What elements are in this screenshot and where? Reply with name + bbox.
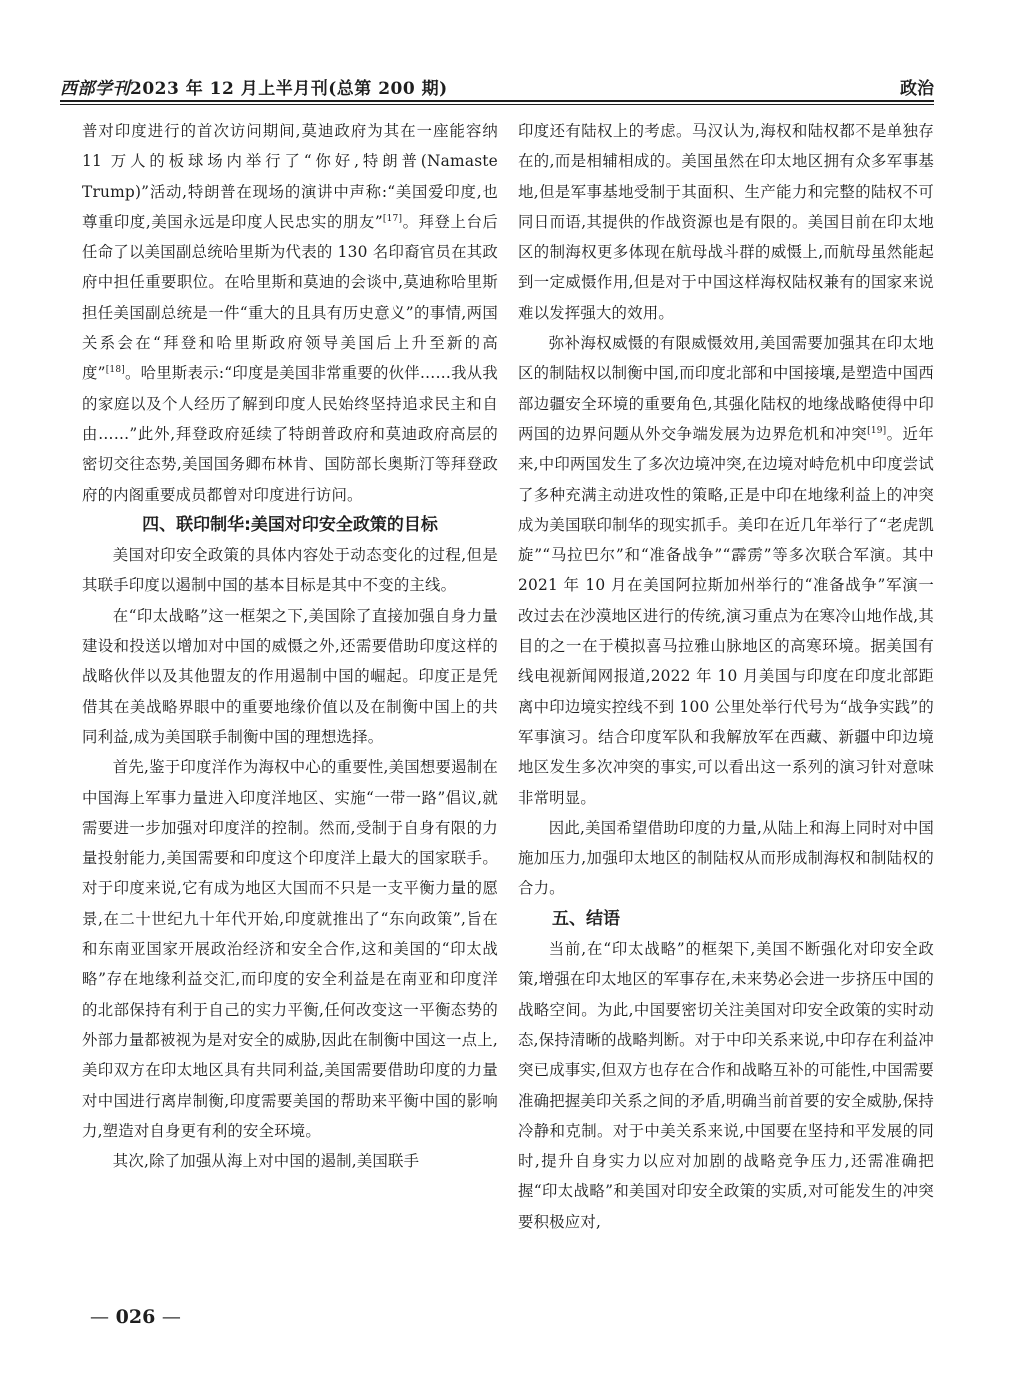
citation: [19] [867,425,887,436]
page-number: 026 [115,1306,156,1328]
paragraph [82,116,498,510]
issue-info: 2023 年 12 月上半月刊(总第 200 期) [130,79,448,99]
citation: [17] [382,213,403,224]
page-footer [90,1306,181,1328]
journal-logo: 西部学刊 [60,79,130,99]
section-label: 政治 [900,79,934,99]
journal-title [60,74,448,99]
citation: [18] [105,365,125,376]
header-rule-thick [60,100,934,102]
paragraph-text: 。拜登上台后任命了以美国副总统哈里斯为代表的 130 名印裔官员在其政府中担任重要职位。在哈里斯和莫迪的会谈中,莫迪称哈里斯担任美国副总统是一件“重大的且具有历史意义”的事情,两国关系会在“拜登和哈里斯政府领导美国后上升至新的高度” [82,212,498,383]
paragraph-text: 普对印度进行的首次访问期间,莫迪政府为其在一座能容纳 11 万人的板球场内举行了“你好,特朗普(Namaste Trump)”活动,特朗普在现场的演讲中声称:“美国爱印度,也尊重印度,美国永远是印度人民忠实的朋友” [82,122,498,231]
paragraph: 在“印太战略”这一框架之下,美国除了直接加强自身力量建设和投送以增加对中国的威慑之外,还需要借助印度这样的战略伙伴以及其他盟友的作用遏制中国的崛起。印度正是凭借其在美战略界眼中的重要地缘价值以及在制衡中国上的共同利益,成为美国联手制衡中国的理想选择。 [82,606,498,746]
footer-dash-left: — [90,1306,109,1328]
paragraph: 其次,除了加强从海上对中国的遏制,美国联手 [112,1152,420,1171]
header-rule-thin [60,104,934,105]
paragraph: 因此,美国希望借助印度的力量,从陆上和海上同时对中国施加压力,加强印太地区的制陆权从而形成制海权和制陆权的合力。 [518,818,934,898]
paragraph: 美国对印安全政策的具体内容处于动态变化的过程,但是其联手印度以遏制中国的基本目标是其中不变的主线。 [82,546,498,595]
paragraph: 印度还有陆权上的考虑。马汉认为,海权和陆权都不是单独存在的,而是相辅相成的。美国虽然在印太地区拥有众多军事基地,但是军事基地受制于其面积、生产能力和完整的陆权不可同日而语,其提供的作战资源也是有限的。美国目前在印太地区的制海权更多体现在航母战斗群的威慑上,而航母虽然能起到一定威慑作用,但是对于中国这样海权陆权兼有的国家来说难以发挥强大的效用。 [518,122,934,322]
section-heading-5: 五、结语 [552,908,620,929]
right-column [518,116,934,1320]
left-column [82,116,498,1320]
paragraph: 首先,鉴于印度洋作为海权中心的重要性,美国想要遏制在中国海上军事力量进入印度洋地区、实施“一带一路”倡议,就需要进一步加强对印度洋的控制。然而,受制于自身有限的力量投射能力,美国需要和印度这个印度洋上最大的国家联手。对于印度来说,它有成为地区大国而不只是一支平衡力量的愿景,在二十世纪九十年代开始,印度就推出了“东向政策”,旨在和东南亚国家开展政治经济和安全合作,这和美国的“印太战略”存在地缘利益交汇,而印度的安全利益是在南亚和印度洋的北部保持有利于自己的实力平衡,任何改变这一平衡态势的外部力量都被视为是对安全的威胁,因此在制衡中国这一点上,美印双方在印太地区具有共同利益,美国需要借助印度的力量对中国进行离岸制衡,印度需要美国的帮助来平衡中国的影响力,塑造对自身更有利的安全环境。 [82,758,498,1140]
running-header [60,74,934,99]
paragraph-text: 弥补海权威慑的有限威慑效用,美国需要加强其在印太地区的制陆权以制衡中国,而印度北部和中国接壤,是塑造中国西部边疆安全环境的重要角色,其强化陆权的地缘战略使得中印两国的边界问题从外交争端发展为边界危机和冲突 [518,334,934,443]
paragraph [518,328,934,813]
paragraph: 当前,在“印太战略”的框架下,美国不断强化对印安全政策,增强在印太地区的军事存在,未来势必会进一步挤压中国的战略空间。为此,中国要密切关注美国对印安全政策的实时动态,保持清晰的战略判断。对于中印关系来说,中印存在利益冲突已成事实,但双方也存在合作和战略互补的可能性,中国需要准确把握美印关系之间的矛盾,明确当前首要的安全威胁,保持冷静和克制。对于中美关系来说,中国要在坚持和平发展的同时,提升自身实力以应对加剧的战略竞争压力,还需准确把握“印太战略”和美国对印安全政策的实质,对可能发生的冲突要积极应对, [518,940,934,1231]
footer-dash-right: — [161,1306,181,1328]
paragraph-text: 。哈里斯表示:“印度是美国非常重要的伙伴……我从我的家庭以及个人经历了解到印度人民始终坚持追求民主和自由……”此外,拜登政府延续了特朗普政府和莫迪政府高层的密切交往态势,美国国务卿布林肯、国防部长奥斯汀等拜登政府的内阁重要成员都曾对印度进行访问。 [82,364,498,504]
section-heading-4: 四、联印制华:美国对印安全政策的目标 [142,514,438,535]
paragraph-text: 。近年来,中印两国发生了多次边境冲突,在边境对峙危机中印度尝试了多种充满主动进攻性的策略,正是中印在地缘利益上的冲突成为美国联印制华的现实抓手。美印在近几年举行了“老虎凯旋”“马拉巴尔”和“准备战争”“霹雳”等多次联合军演。其中 2021 年 10 月在美国阿拉斯加州举行的“准备战争”军演一改过去在沙漠地区进行的传统,演习重点为在寒冷山地作战,其目的之一在于模拟喜马拉雅山脉地区的高寒环境。据美国有线电视新闻网报道,2022 年 10 月美国与印度在印度北部距离中印边境实控线不到 100 公里处举行代号为“战争实践”的军事演习。结合印度军队和我解放军在西藏、新疆中印边境地区发生多次冲突的事实,可以看出这一系列的演习针对意味非常明显。 [518,424,934,807]
